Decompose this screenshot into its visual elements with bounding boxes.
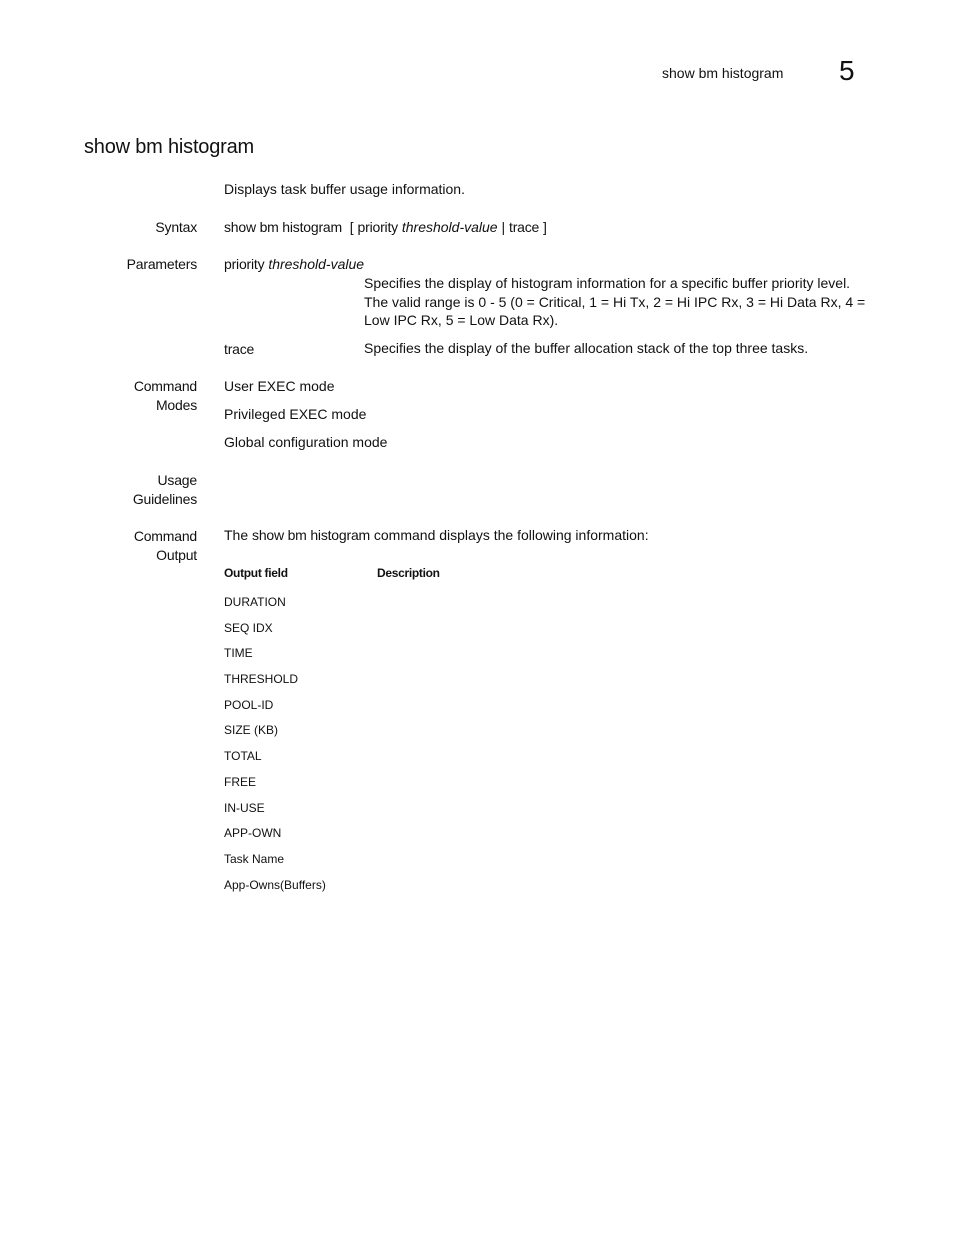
usage-guidelines-label <box>37 471 197 508</box>
table-row-field: SIZE (KB) <box>224 723 279 737</box>
output-intro <box>224 526 649 545</box>
param-priority-arg: threshold-value <box>268 256 365 272</box>
syntax-open-bracket: [ <box>349 219 354 235</box>
page-title: show bm histogram <box>84 136 254 158</box>
table-row-field: IN-USE <box>224 801 265 815</box>
running-header-title: show bm histogram <box>662 65 784 81</box>
syntax-pipe: | <box>501 219 506 235</box>
output-intro-pre: The <box>224 527 249 543</box>
command-output-label-line2: Output <box>156 546 197 563</box>
param-priority-term <box>224 255 364 274</box>
command-output-label-line1: Command <box>133 528 197 544</box>
syntax-command: show bm histogram <box>224 219 342 235</box>
table-row-field: TIME <box>224 646 253 660</box>
table-row-field: Task Name <box>224 852 285 866</box>
table-row-field: FREE <box>224 775 257 789</box>
syntax-arg-threshold: threshold-value <box>401 219 498 235</box>
command-modes-label <box>37 377 197 414</box>
usage-label-line2: Guidelines <box>132 490 197 507</box>
table-header-output-field: Output field <box>224 566 288 580</box>
mode-global-config: Global configuration mode <box>224 434 388 450</box>
table-row-field: DURATION <box>224 595 286 609</box>
syntax-close-bracket: ] <box>543 219 547 235</box>
chapter-number: 5 <box>839 55 855 86</box>
syntax-keyword-priority: priority <box>357 219 398 235</box>
table-row-field: TOTAL <box>224 749 262 763</box>
table-row-field: App-Owns(Buffers) <box>224 878 326 892</box>
table-row-field: POOL-ID <box>224 698 274 712</box>
summary-text: Displays task buffer usage information. <box>224 181 465 197</box>
syntax-label: Syntax <box>155 219 197 235</box>
table-header-description: Description <box>377 566 440 580</box>
syntax-line <box>224 218 547 237</box>
mode-privileged-exec: Privileged EXEC mode <box>224 406 367 422</box>
table-row-field: THRESHOLD <box>224 672 299 686</box>
command-modes-label-line2: Modes <box>155 396 197 413</box>
param-trace-description: Specifies the display of the buffer allocation stack of the top three tasks. <box>364 340 809 356</box>
command-modes-label-line1: Command <box>133 378 197 394</box>
output-intro-post: command displays the following information: <box>373 527 649 543</box>
command-output-label <box>37 527 197 564</box>
usage-label-line1: Usage <box>157 472 197 488</box>
param-trace-keyword: trace <box>224 341 255 357</box>
output-intro-command: show bm histogram <box>252 527 370 543</box>
syntax-keyword-trace: trace <box>509 219 540 235</box>
table-row-field: APP-OWN <box>224 826 282 840</box>
param-priority-description: Specifies the display of histogram information for a specific buffer priority level. The valid range is 0 - 5 (0 = Critical, 1 = Hi Tx, 2 = Hi IPC Rx, 3 = Hi Data Rx, 4 = Low IPC Rx, 5 = Low Data Rx). <box>364 275 866 328</box>
parameters-label: Parameters <box>126 256 197 272</box>
param-priority-keyword: priority <box>224 256 265 272</box>
table-row-field: SEQ IDX <box>224 621 273 635</box>
mode-user-exec: User EXEC mode <box>224 378 335 394</box>
